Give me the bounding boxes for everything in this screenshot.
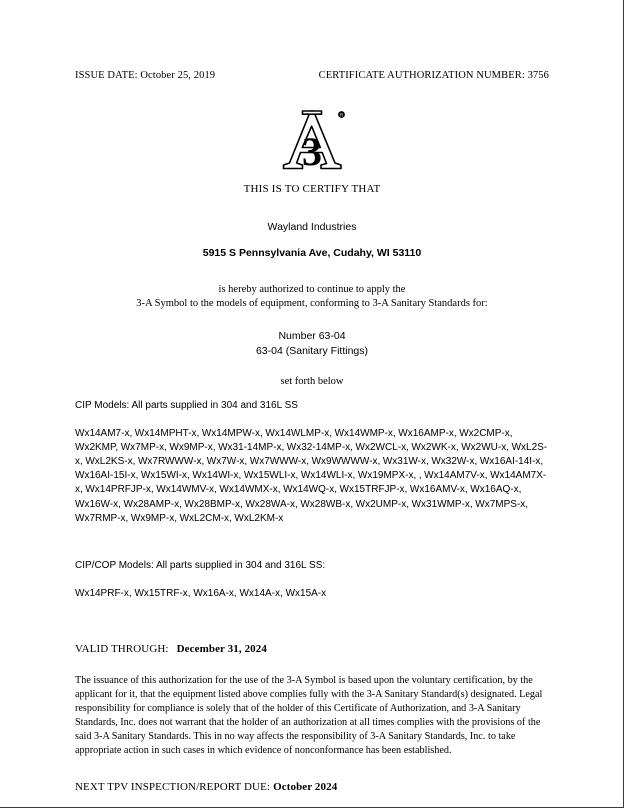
issue-date: ISSUE DATE: October 25, 2019	[75, 70, 216, 81]
cip-cop-models-heading: CIP/COP Models: All parts supplied in 304 and 316L SS:	[75, 560, 326, 571]
svg-text:R: R	[339, 112, 344, 118]
company-name: Wayland Industries	[267, 221, 357, 233]
certificate-content	[75, 70, 549, 793]
next-inspection-value: October 2024	[273, 781, 338, 794]
standard-reference	[75, 329, 549, 357]
next-inspection	[75, 781, 549, 793]
certificate-authorization-number: CERTIFICATE AUTHORIZATION NUMBER: 3756	[318, 70, 549, 81]
three-a-symbol-icon	[269, 107, 355, 175]
disclaimer-text: The issuance of this authorization for the use of the 3-A Symbol is based upon the voluntary certification, by the applicant for it, that the equipment listed above complies fully with the 3-A Sanitary Standard(s) designated. Legal responsibility for compliance is solely that of the holder of this Certificate of Authorization, and 3-A Sanitary Standards, Inc. does not warrant that the holder of an authorization at all times complies with the provisions of the said 3-A Sanitary Standards. This in no way affects the responsibility of 3-A Sanitary Standards, Inc. to take appropriate action in such cases in which evidence of nonconformance has been established.	[75, 675, 543, 757]
certify-statement: THIS IS TO CERTIFY THAT	[243, 183, 381, 195]
company-address: 5915 S Pennsylvania Ave, Cudahy, WI 53110	[202, 247, 422, 259]
standard-title: 63-04 (Sanitary Fittings)	[255, 344, 369, 357]
authorization-line-2: 3-A Symbol to the models of equipment, conforming to 3-A Sanitary Standards for:	[136, 298, 488, 310]
set-forth-below: set forth below	[280, 375, 344, 387]
svg-text:3: 3	[302, 129, 322, 174]
cip-models-list: Wx14AM7-x, Wx14MPHT-x, Wx14MPW-x, Wx14WLMP-x, Wx14WMP-x, Wx16AMP-x, Wx2CMP-x, Wx2KMP, Wx7MP-x, Wx9MP-x, Wx31-14MP-x, Wx32-14MP-x, Wx2WCL-x, Wx2WK-x, Wx2WU-x, WxL2S-x, WxL2KS-x, Wx7RWWW-x, Wx7W-x, Wx7WWW-x, Wx9WWWW-x, Wx31W-x, Wx32W-x, Wx16AI-14I-x, Wx16AI-15I-x, Wx15WI-x, Wx14WI-x, Wx15WLI-x, Wx14WLI-x, Wx19MPX-x, , Wx14AM7V-x, Wx14AM7X-x, Wx14PRFJP-x, Wx14WMV-x, Wx14WMX-x, Wx14WQ-x, Wx15TRFJP-x, Wx16AMV-x, Wx16AQ-x, Wx16W-x, Wx28AMP-x, Wx28BMP-x, Wx28WA-x, Wx28WB-x, Wx2UMP-x, Wx31WMP-x, Wx7MPS-x, Wx7RMP-x, Wx9MP-x, WxL2CM-x, WxL2KM-x	[75, 427, 548, 524]
authorization-statement	[75, 283, 549, 311]
valid-through	[75, 643, 549, 655]
valid-through-label: VALID THROUGH:	[75, 643, 169, 655]
authorization-line-1: is hereby authorized to continue to apply the	[218, 284, 406, 295]
logo-block	[75, 107, 549, 175]
document-header	[75, 70, 549, 81]
next-inspection-label: NEXT TPV INSPECTION/REPORT DUE:	[75, 781, 271, 794]
standard-number: Number 63-04	[278, 330, 346, 343]
cip-cop-models-list: Wx14PRF-x, Wx15TRF-x, Wx16A-x, Wx14A-x, Wx15A-x	[75, 588, 327, 599]
cip-models-heading: CIP Models: All parts supplied in 304 and 316L SS	[75, 399, 298, 411]
valid-through-value: December 31, 2024	[176, 643, 267, 655]
